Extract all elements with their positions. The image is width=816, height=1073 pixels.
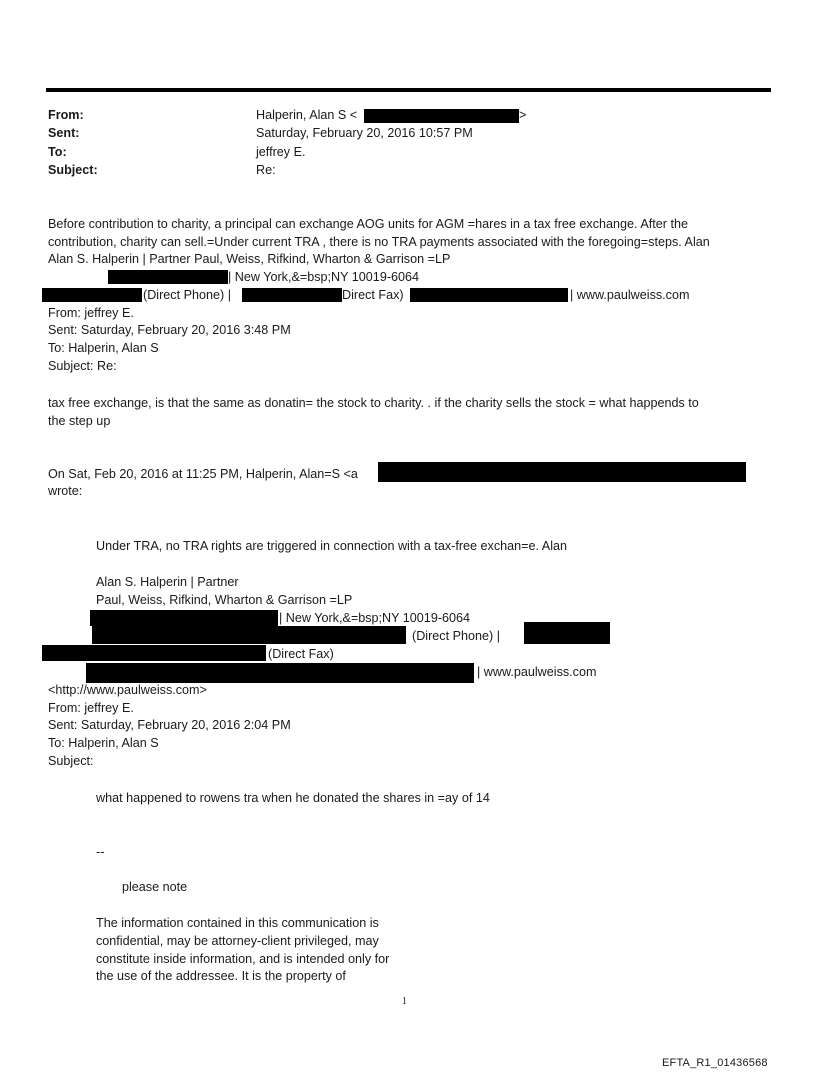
redaction-bar — [524, 622, 610, 644]
subject-value: Re: — [256, 163, 276, 177]
to-label: To: — [48, 145, 67, 159]
redaction-bar — [378, 462, 746, 482]
body-line: Direct Fax) — [342, 288, 404, 302]
body-line: On Sat, Feb 20, 2016 at 11:25 PM, Halperin, Alan=S <a — [48, 467, 358, 481]
body-line: | New York,&=bsp;NY 10019-6064 — [228, 270, 420, 284]
please-note: please note — [122, 880, 188, 894]
body-line: what happened to rowens tra when he donated the shares in =ay of 14 — [96, 791, 490, 805]
body-line: | www.paulweiss.com — [570, 288, 690, 302]
body-line: Under TRA, no TRA rights are triggered in connection with a tax-free exchan=e. Alan — [96, 539, 568, 553]
redaction-bar — [90, 610, 278, 626]
from-value: Halperin, Alan S < — [256, 108, 358, 122]
body-line: (Direct Phone) | — [143, 288, 231, 302]
body-line: contribution, charity can sell.=Under current TRA , there is no TRA payments associated with the foregoing=steps. Alan — [48, 235, 710, 249]
redaction-bar — [108, 270, 228, 284]
confidentiality-line: constitute inside information, and is intended only for — [96, 952, 390, 966]
signature-link: <http://www.paulweiss.com> — [48, 683, 207, 697]
signature-firm: Paul, Weiss, Rifkind, Wharton & Garrison =LP — [96, 593, 353, 607]
body-line: the step up — [48, 414, 111, 428]
redaction-bar — [42, 288, 142, 302]
quote-sent: Sent: Saturday, February 20, 2016 3:48 PM — [48, 323, 291, 337]
body-line: Alan S. Halperin | Partner Paul, Weiss, Rifkind, Wharton & Garrison =LP — [48, 252, 451, 266]
confidentiality-line: The information contained in this communication is — [96, 916, 379, 930]
from-label: From: — [48, 108, 84, 122]
header-rule — [46, 88, 771, 92]
quote-from: From: jeffrey E. — [48, 306, 134, 320]
signature-web: | www.paulweiss.com — [477, 665, 597, 679]
quote-subject: Subject: Re: — [48, 359, 117, 373]
subject-label: Subject: — [48, 163, 98, 177]
signature-fax: (Direct Fax) — [268, 647, 334, 661]
quote-from: From: jeffrey E. — [48, 701, 134, 715]
from-close: > — [519, 108, 527, 122]
sent-value: Saturday, February 20, 2016 10:57 PM — [256, 126, 473, 140]
quote-to: To: Halperin, Alan S — [48, 341, 159, 355]
body-line: tax free exchange, is that the same as donatin= the stock to charity. . if the charity sells the stock = what happends to — [48, 396, 699, 410]
body-line: Before contribution to charity, a principal can exchange AOG units for AGM =hares in a tax free exchange. After the — [48, 217, 688, 231]
to-value: jeffrey E. — [256, 145, 306, 159]
redaction-bar — [42, 645, 266, 661]
redaction-bar — [86, 663, 474, 683]
signature-name: Alan S. Halperin | Partner — [96, 575, 239, 589]
redaction-bar — [364, 109, 519, 123]
quote-to: To: Halperin, Alan S — [48, 736, 159, 750]
signature-phone: (Direct Phone) | — [412, 629, 500, 643]
confidentiality-line: the use of the addressee. It is the property of — [96, 969, 346, 983]
redaction-bar — [92, 626, 406, 644]
document-id: EFTA_R1_01436568 — [662, 1057, 768, 1069]
redaction-bar — [410, 288, 568, 302]
signature-city: | New York,&=bsp;NY 10019-6064 — [279, 611, 471, 625]
page-number: 1 — [402, 996, 407, 1007]
body-line: wrote: — [48, 484, 83, 498]
quote-sent: Sent: Saturday, February 20, 2016 2:04 PM — [48, 718, 291, 732]
redaction-bar — [242, 288, 342, 302]
quote-subject: Subject: — [48, 754, 94, 768]
confidentiality-line: confidential, may be attorney-client privileged, may — [96, 934, 379, 948]
sent-label: Sent: — [48, 126, 80, 140]
signature-dashes: -- — [96, 845, 105, 859]
